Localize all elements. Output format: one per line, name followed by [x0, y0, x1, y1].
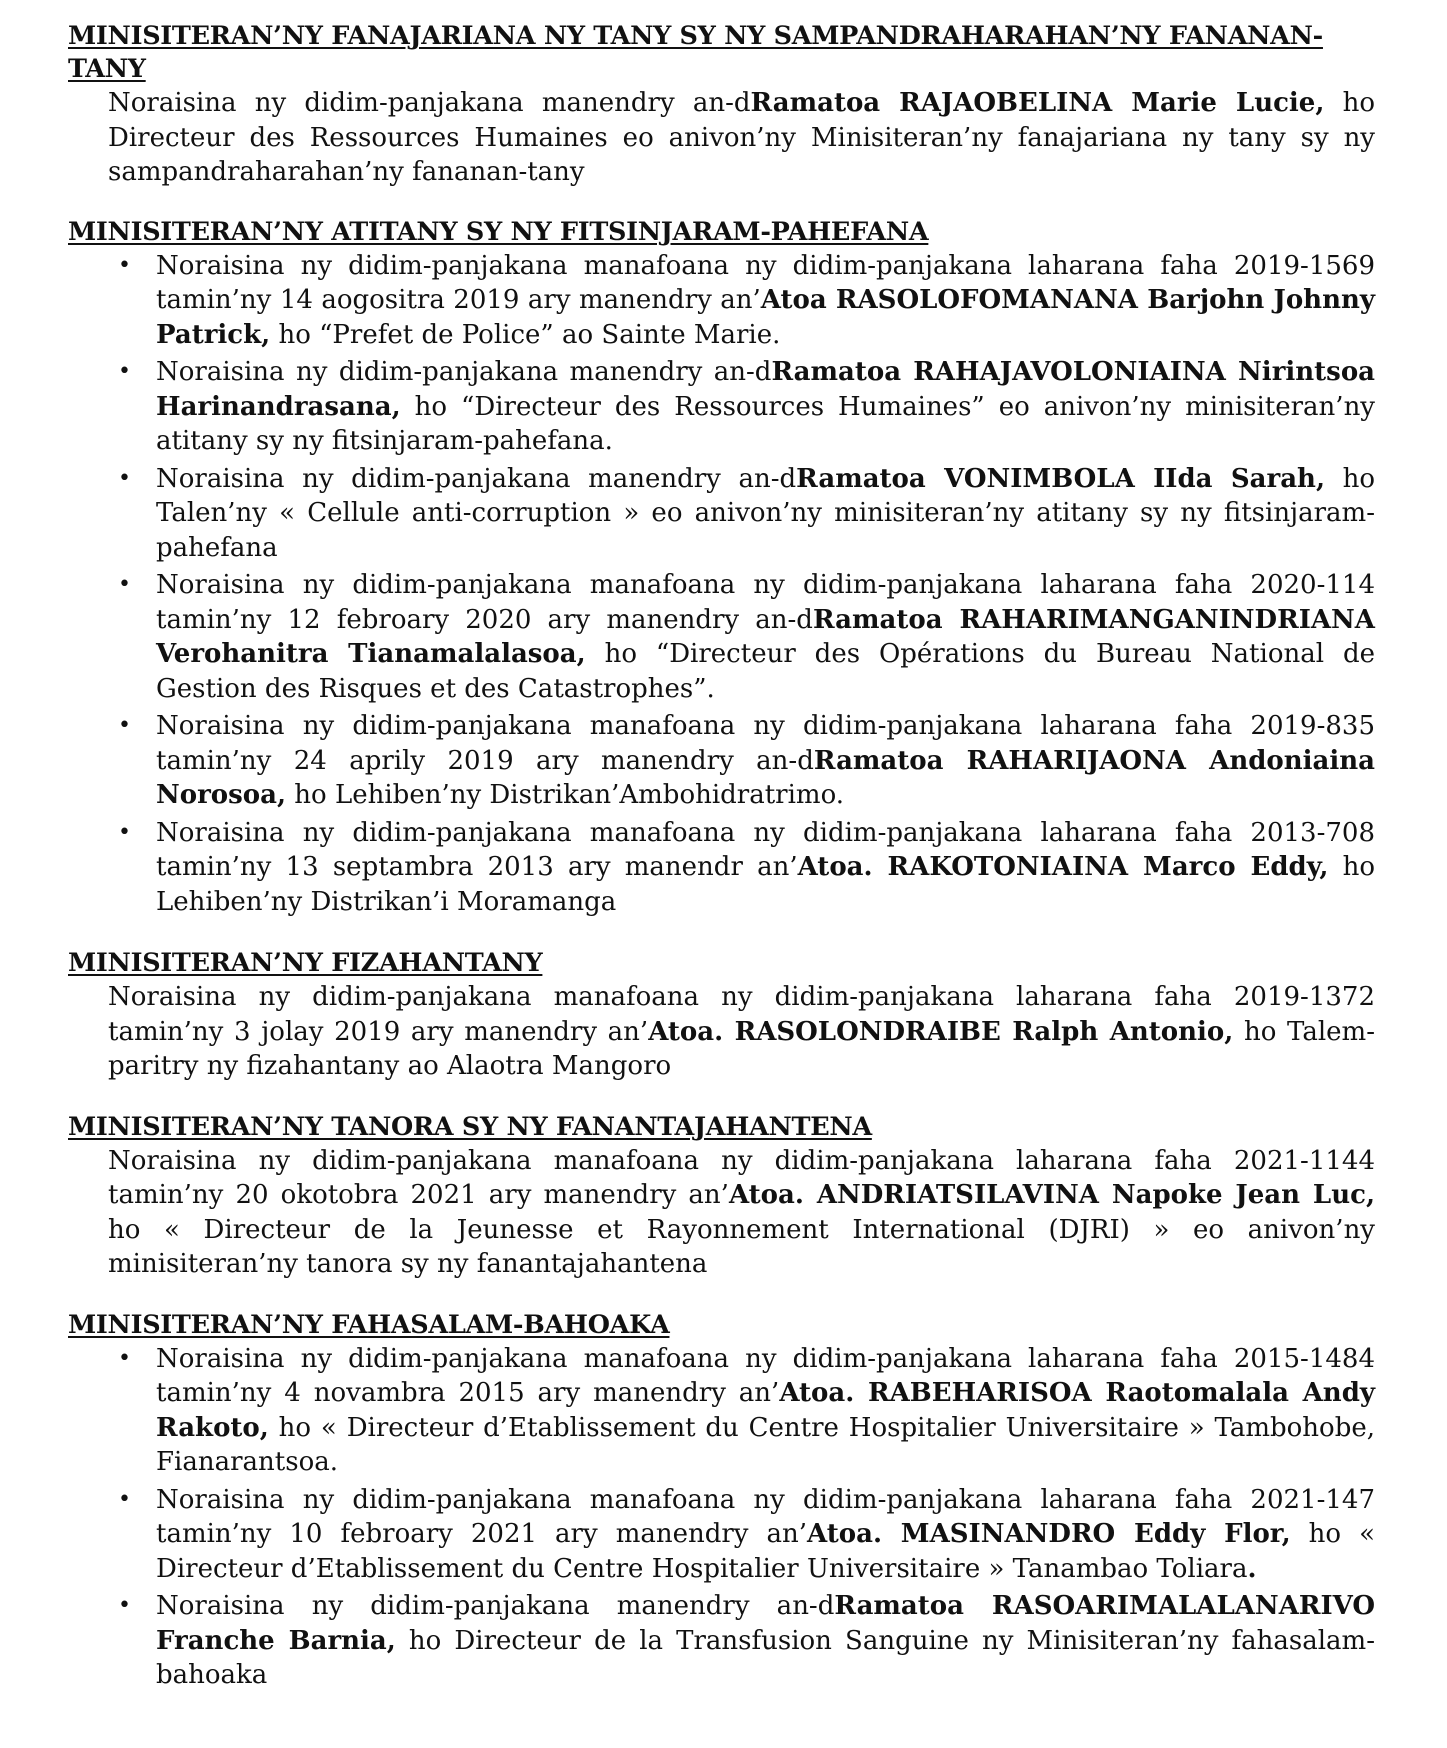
entry-role: ho Lehiben’ny Distrikan’Ambohidratrimo.: [286, 780, 845, 810]
list-item: [118, 355, 1376, 459]
section-youth-sports: [68, 1111, 1375, 1282]
section-public-health: [68, 1309, 1375, 1693]
list-item: [118, 249, 1375, 353]
entry-role: ho “Directeur des Opérations du Bureau National de Gestion des Risques et des Catastrophes”.: [156, 639, 1375, 704]
list-item: [118, 568, 1375, 706]
appointee-name: Atoa. ANDRIATSILAVINA Napoke Jean Luc,: [728, 1180, 1375, 1210]
entry-role: ho Lehiben’ny Distrikan’i Moramanga: [156, 852, 1375, 917]
section-interior: [68, 216, 1375, 920]
entry-text: Noraisina ny didim-panjakana manendry an-d: [108, 88, 751, 118]
entry-role: ho “Prefet de Police” ao Sainte Marie.: [270, 319, 781, 350]
section-tourism: [68, 947, 1375, 1084]
entry-text: Noraisina ny didim-panjakana manafoana ny didim-panjakana laharana faha 2019-835 tamin’ny 24 aprily 2019 ary manendry an-d: [156, 711, 1375, 776]
bullet-icon: •: [118, 252, 131, 278]
entry-role: ho « Directeur d’Etablissement du Centre Hospitalier Universitaire » Tanambao Toliara: [156, 1519, 1376, 1584]
bullet-icon: •: [118, 1593, 131, 1618]
appointee-name: Ramatoa RAHAJAVOLONIAINA Nirintsoa Harinandrasana,: [156, 357, 1376, 422]
list-item: [118, 1342, 1375, 1480]
appointee-name: Ramatoa RAJAOBELINA Marie Lucie,: [750, 88, 1325, 118]
entry-text: Noraisina ny didim-panjakana manendry an-d: [156, 357, 772, 387]
entry-role: ho Directeur de la Transfusion Sanguine ny Minisiteran’ny fahasalam-bahoaka: [156, 1625, 1375, 1690]
bullet-icon: •: [118, 359, 131, 384]
bullet-icon: •: [118, 713, 131, 738]
appointee-name: Ramatoa RAHARIJAONA Andoniaina Norosoa,: [156, 745, 1375, 810]
entry-text: Noraisina ny didim-panjakana manendry an-d: [156, 1591, 835, 1621]
section-land-planning: [68, 20, 1375, 190]
entry-text: Noraisina ny didim-panjakana manafoana ny didim-panjakana laharana faha 2020-114 tamin’ny 12 febroary 2020 ary manendry an-d: [156, 570, 1375, 635]
section-heading: MINISITERAN’NY ATITANY SY NY FITSINJARAM-PAHEFANA: [68, 216, 929, 247]
bullet-icon: •: [118, 572, 131, 597]
entry-text: Noraisina ny didim-panjakana manafoana ny didim-panjakana laharana faha 2019-1372 tamin’ny 3 jolay 2019 ary manendry an’: [108, 982, 1375, 1047]
entry-text: Noraisina ny didim-panjakana manafoana ny didim-panjakana laharana faha 2019-1569 tamin’ny 14 aogositra 2019 ary manendry an’: [156, 250, 1375, 315]
appointee-name: Atoa. RASOLONDRAIBE Ralph Antonio,: [648, 1016, 1234, 1047]
list-item: [118, 1483, 1376, 1587]
appointee-name: Atoa. RABEHARISOA Raotomalala Andy Rakoto,: [156, 1378, 1375, 1443]
bullet-icon: •: [118, 1345, 131, 1371]
entry-role: ho « Directeur d’Etablissement du Centre Hospitalier Universitaire » Tambohobe, Fianarantsoa.: [156, 1412, 1375, 1477]
entry-role: ho Directeur des Ressources Humaines eo anivon’ny Minisiteran’ny fanajariana ny tany sy ny sampandraharahan’ny fananan-tany: [108, 88, 1375, 187]
appointment-entry: [108, 86, 1375, 190]
entry-text: Noraisina ny didim-panjakana manafoana ny didim-panjakana laharana faha 2013-708 tamin’ny 13 septambra 2013 ary manendr an’: [156, 817, 1375, 882]
appointee-name: Atoa RASOLOFOMANANA Barjohn Johnny Patrick,: [156, 285, 1375, 350]
appointee-name: Atoa. RAKOTONIAINA Marco Eddy,: [797, 852, 1329, 882]
entry-text: Noraisina ny didim-panjakana manafoana ny didim-panjakana laharana faha 2015-1484 tamin’ny 4 novambra 2015 ary manendry an’: [156, 1343, 1375, 1408]
appointment-list: [68, 249, 1375, 920]
appointment-list: [68, 1342, 1375, 1693]
entry-text: Noraisina ny didim-panjakana manafoana ny didim-panjakana laharana faha 2021-1144 tamin’ny 20 okotobra 2021 ary manendry an’: [108, 1145, 1375, 1210]
appointment-entry: [108, 1144, 1375, 1282]
list-item: [118, 462, 1375, 566]
appointee-name: Ramatoa RAHARIMANGANINDRIANA Verohanitra Tianamalalasoa,: [156, 604, 1375, 669]
entry-role: ho Talem-paritry ny fizahantany ao Alaotra Mangoro: [108, 1016, 1375, 1081]
section-heading: MINISITERAN’NY FAHASALAM-BAHOAKA: [68, 1309, 670, 1340]
bullet-icon: •: [118, 465, 131, 491]
list-item: [118, 1589, 1375, 1693]
entry-role: ho Talen’ny « Cellule anti-corruption » eo anivon’ny minisiteran’ny atitany sy ny fitsinjaram-pahefana: [156, 463, 1375, 563]
section-heading: MINISITERAN’NY TANORA SY NY FANANTAJAHANTENA: [68, 1111, 872, 1142]
bullet-icon: •: [118, 1486, 131, 1512]
section-heading: MINISITERAN’NY FIZAHANTANY: [68, 948, 543, 978]
appointee-name: Ramatoa RASOARIMALALANARIVO Franche Barnia,: [156, 1591, 1375, 1656]
entry-tail: .: [1247, 1553, 1257, 1584]
appointee-name: Ramatoa VONIMBOLA IIda Sarah,: [796, 463, 1325, 494]
bullet-icon: •: [118, 819, 131, 845]
section-heading: MINISITERAN’NY FANAJARIANA NY TANY SY NY SAMPANDRAHARAHAN’NY FANANAN-TANY: [68, 21, 1323, 84]
entry-role: ho “Directeur des Ressources Humaines” eo anivon’ny minisiteran’ny atitany sy ny fitsinjaram-pahefana.: [156, 391, 1375, 456]
entry-role: ho « Directeur de la Jeunesse et Rayonnement International (DJRI) » eo anivon’ny minisiteran’ny tanora sy ny fanantajahantena: [108, 1214, 1375, 1279]
appointee-name: Atoa. MASINANDRO Eddy Flor,: [807, 1519, 1291, 1549]
list-item: [118, 816, 1375, 920]
appointment-entry: [108, 980, 1375, 1084]
list-item: [118, 709, 1375, 813]
entry-text: Noraisina ny didim-panjakana manendry an-d: [156, 463, 797, 494]
entry-text: Noraisina ny didim-panjakana manafoana ny didim-panjakana laharana faha 2021-147 tamin’ny 10 febroary 2021 ary manendry an’: [156, 1484, 1375, 1549]
